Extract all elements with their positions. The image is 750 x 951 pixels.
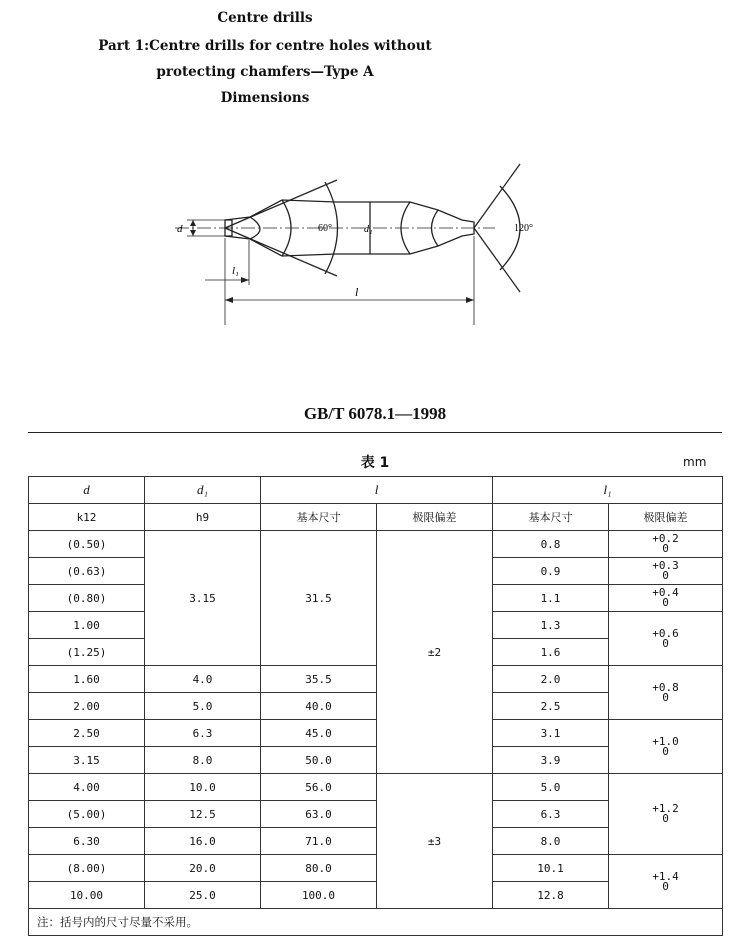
cell-l1-deviation: +1.0 0 bbox=[609, 720, 723, 774]
cell-d: (0.63) bbox=[29, 558, 145, 585]
table-unit: mm bbox=[683, 455, 707, 469]
cell-l: 56.0 bbox=[261, 774, 377, 801]
cell-l: 35.5 bbox=[261, 666, 377, 693]
cell-d1: 8.0 bbox=[145, 747, 261, 774]
col-l-header: l bbox=[374, 482, 379, 497]
cell-l: 71.0 bbox=[261, 828, 377, 855]
col-l1-deviation: 极限偏差 bbox=[609, 504, 723, 531]
standard-number: GB/T 6078.1—1998 bbox=[303, 404, 447, 423]
angle-120-label: 120° bbox=[514, 223, 533, 234]
cell-l1: 6.3 bbox=[493, 801, 609, 828]
cell-d: 2.50 bbox=[29, 720, 145, 747]
cell-l: 100.0 bbox=[261, 882, 377, 909]
cell-d: (5.00) bbox=[29, 801, 145, 828]
cell-d1: 25.0 bbox=[145, 882, 261, 909]
table-row bbox=[29, 531, 723, 558]
cell-l1: 1.6 bbox=[493, 639, 609, 666]
table-row bbox=[29, 720, 723, 747]
doc-part-title: Part 1:Centre drills for centre holes without bbox=[98, 38, 432, 54]
cell-l: 50.0 bbox=[261, 747, 377, 774]
cell-d: 6.30 bbox=[29, 828, 145, 855]
cell-d: (8.00) bbox=[29, 855, 145, 882]
doc-title: Centre drills bbox=[217, 10, 313, 26]
cell-d: (0.80) bbox=[29, 585, 145, 612]
centre-drill-drawing bbox=[0, 150, 750, 380]
table-row bbox=[29, 774, 723, 801]
cell-d: 4.00 bbox=[29, 774, 145, 801]
cell-l: 45.0 bbox=[261, 720, 377, 747]
cell-l1-deviation: +0.3 0 bbox=[609, 558, 723, 585]
cell-d: (0.50) bbox=[29, 531, 145, 558]
cell-l1: 12.8 bbox=[493, 882, 609, 909]
table-note: 注：括号内的尺寸尽量不采用。 bbox=[29, 909, 723, 936]
cell-l: 40.0 bbox=[261, 693, 377, 720]
col-d-tolerance: k12 bbox=[29, 504, 145, 531]
col-d1-tolerance: h9 bbox=[145, 504, 261, 531]
cell-d: 10.00 bbox=[29, 882, 145, 909]
col-l1-header: l₁ bbox=[603, 482, 612, 497]
dim-l-label: l bbox=[355, 285, 359, 299]
table-row bbox=[29, 666, 723, 693]
table-subheader-row bbox=[29, 504, 723, 531]
cell-d: 3.15 bbox=[29, 747, 145, 774]
table-caption: 表 1 bbox=[360, 455, 390, 471]
cell-l-deviation-a: ±2 bbox=[377, 531, 493, 774]
cell-l1: 10.1 bbox=[493, 855, 609, 882]
cell-l1-deviation: +0.6 0 bbox=[609, 612, 723, 666]
dimensions-table bbox=[28, 476, 723, 936]
cell-d1: 4.0 bbox=[145, 666, 261, 693]
cell-d1-merged: 3.15 bbox=[145, 531, 261, 666]
col-d1-header: d₁ bbox=[196, 482, 209, 497]
cell-l1-deviation: +0.2 0 bbox=[609, 531, 723, 558]
col-l-basic: 基本尺寸 bbox=[261, 504, 377, 531]
doc-part-subtitle: protecting chamfers—Type A bbox=[156, 64, 374, 80]
cell-l: 80.0 bbox=[261, 855, 377, 882]
cell-l1-deviation: +1.4 0 bbox=[609, 855, 723, 909]
table-row bbox=[29, 855, 723, 882]
doc-section-label: Dimensions bbox=[220, 90, 310, 106]
cell-d: 1.00 bbox=[29, 612, 145, 639]
cell-d1: 20.0 bbox=[145, 855, 261, 882]
col-l-deviation: 极限偏差 bbox=[377, 504, 493, 531]
cell-d1: 16.0 bbox=[145, 828, 261, 855]
dim-d-label: d bbox=[177, 223, 183, 235]
cell-d1: 6.3 bbox=[145, 720, 261, 747]
cell-l-merged: 31.5 bbox=[261, 531, 377, 666]
cell-l1: 2.0 bbox=[493, 666, 609, 693]
cell-l1: 1.1 bbox=[493, 585, 609, 612]
cell-l1: 8.0 bbox=[493, 828, 609, 855]
dim-l1-label: l₁ bbox=[232, 265, 239, 277]
cell-l1: 3.1 bbox=[493, 720, 609, 747]
cell-l-deviation-b: ±3 bbox=[377, 774, 493, 909]
angle-60-label: 60° bbox=[318, 223, 332, 234]
cell-l1: 0.9 bbox=[493, 558, 609, 585]
cell-l1-deviation: +1.2 0 bbox=[609, 774, 723, 855]
header-rule bbox=[28, 432, 722, 433]
cell-d: (1.25) bbox=[29, 639, 145, 666]
table-header-row bbox=[29, 477, 723, 504]
cell-l1: 5.0 bbox=[493, 774, 609, 801]
cell-l1: 2.5 bbox=[493, 693, 609, 720]
dim-d1-label: d₁ bbox=[364, 224, 373, 235]
cell-d1: 10.0 bbox=[145, 774, 261, 801]
cell-l: 63.0 bbox=[261, 801, 377, 828]
cell-d: 2.00 bbox=[29, 693, 145, 720]
cell-d1: 12.5 bbox=[145, 801, 261, 828]
cell-d1: 5.0 bbox=[145, 693, 261, 720]
col-d-header: d bbox=[83, 482, 90, 497]
cell-d: 1.60 bbox=[29, 666, 145, 693]
table-note-row bbox=[29, 909, 723, 936]
cell-l1: 0.8 bbox=[493, 531, 609, 558]
cell-l1-deviation: +0.8 0 bbox=[609, 666, 723, 720]
cell-l1: 1.3 bbox=[493, 612, 609, 639]
cell-l1: 3.9 bbox=[493, 747, 609, 774]
col-l1-basic: 基本尺寸 bbox=[493, 504, 609, 531]
cell-l1-deviation: +0.4 0 bbox=[609, 585, 723, 612]
